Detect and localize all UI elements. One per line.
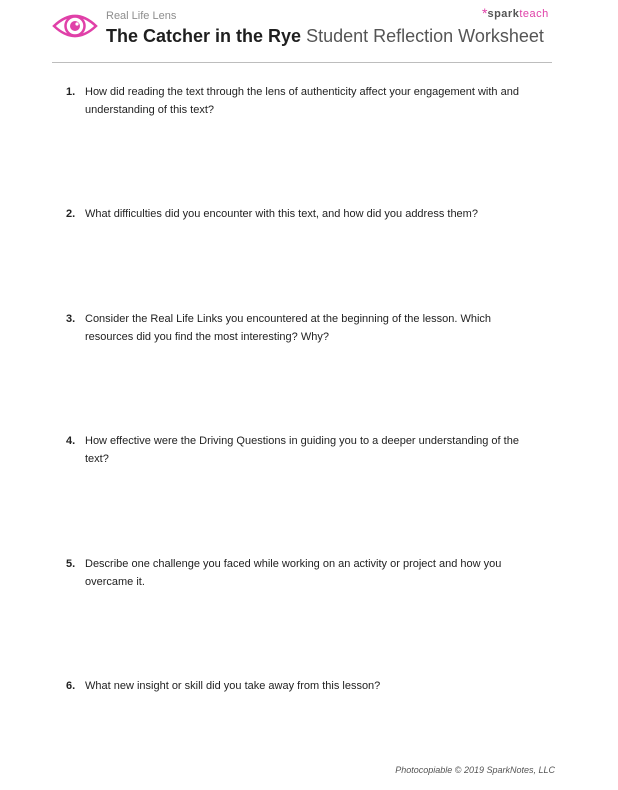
- question-number: 4.: [66, 435, 76, 447]
- worksheet-title: Student Reflection Worksheet: [306, 26, 544, 46]
- brand-star: *: [482, 5, 488, 21]
- sparkteach-logo: [482, 5, 549, 21]
- question-text: Consider the Real Life Links you encountered at the beginning of the lesson. Which resources did you find the most interesting? Why?: [85, 313, 492, 343]
- eye-icon: [52, 9, 98, 43]
- question-item: [66, 310, 536, 346]
- question-number: 2.: [66, 208, 76, 220]
- series-label: Real Life Lens: [106, 10, 177, 22]
- question-number: 3.: [66, 313, 76, 325]
- question-item: [66, 555, 536, 591]
- brand-teach: teach: [519, 8, 549, 20]
- question-text: What difficulties did you encounter with this text, and how did you address them?: [85, 208, 478, 220]
- question-text: How effective were the Driving Questions in guiding you to a deeper understanding of the text?: [85, 435, 519, 465]
- question-text: How did reading the text through the lens of authenticity affect your engagement with and understanding of this text?: [85, 86, 519, 116]
- question-item: [66, 677, 536, 695]
- question-item: [66, 83, 536, 119]
- book-title: The Catcher in the Rye: [106, 26, 302, 46]
- header-divider: [52, 62, 552, 63]
- question-number: 1.: [66, 86, 76, 98]
- page-title: [106, 26, 544, 47]
- question-text: What new insight or skill did you take away from this lesson?: [85, 680, 381, 692]
- question-item: [66, 205, 536, 223]
- question-number: 5.: [66, 558, 76, 570]
- copyright-footer: Photocopiable © 2019 SparkNotes, LLC: [395, 765, 555, 775]
- question-number: 6.: [66, 680, 76, 692]
- brand-spark: spark: [487, 8, 520, 20]
- question-text: Describe one challenge you faced while working on an activity or project and how you overcame it.: [85, 558, 502, 588]
- question-item: [66, 432, 536, 468]
